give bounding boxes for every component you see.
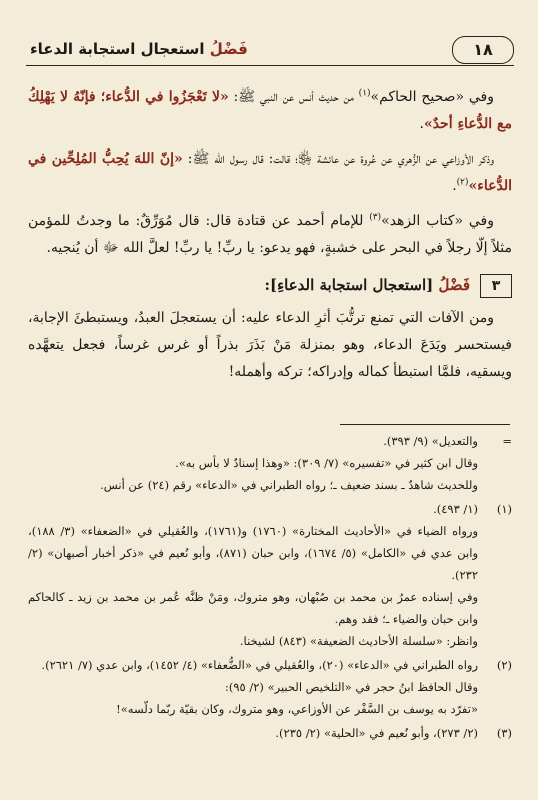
paragraph-2-text: وذكر الأوزاعي عن الزُّهري عن عُروة عن عائشة ﵂؛ قالت: قال رسول الله ﷺ: [182,151,494,167]
hadith-quote-2: «إنّ اللهَ يُحِبُّ المُلِحِّين في الدُّعاء» [28,151,512,194]
footnote-mark: (٣) [496,726,512,740]
footnote-3 [28,722,512,744]
running-title-text: استعجال استجابة الدعاء [30,40,205,58]
paragraph-1-intro: وفي «صحيح الحاكم» [370,89,494,105]
section-number: ٣ [480,274,512,298]
footnote-line: (١/ ٤٩٣). [433,502,478,516]
footnote-line: وانظر: «سلسلة الأحاديث الضعيفة» (٨٤٣) لشيخنا. [239,634,478,648]
paragraph-1-end: . [419,116,424,132]
footnote-line: (٢/ ٢٧٣)، وأبو نُعيم في «الحلية» (٢/ ٢٣٥). [275,726,478,740]
paragraph-3-text: للإمام أحمد عن قتادة قال: قال مُوَرِّقٌ: ما وجدتُ للمؤمن مثلاً إلّا رجلاً في البحر على خشبةٍ، فهو يدعو: يا ربِّ! يا ربِّ! لعلَّ الله ﷻ أن يُنجيه. [28,213,512,256]
footnote-continued [28,430,512,496]
footnote-1 [28,498,512,652]
footnote-line: وقال ابن كثير في «تفسيره» (٧/ ٣٠٩): «وهذا إسنادٌ لا بأس به». [175,456,478,470]
page-number: ١٨ [452,36,514,64]
footnote-separator [340,424,510,425]
footnote-line: «تفرّد به يوسف بن السَّفْر عن الأوزاعي، وهو متروك، وكان بقيّة ربّما دلّسه»! [116,702,478,716]
paragraph-3-intro: وفي «كتاب الزهد» [381,213,494,229]
page-header [26,36,514,66]
section-heading [28,272,512,299]
footnote-2 [28,654,512,720]
footnote-ref-3: (٣) [369,212,382,223]
footnote-mark: = [502,434,512,448]
main-text [28,84,512,394]
paragraph-1-text: من حديث أنس عن النبي ﷺ: [228,89,359,105]
footnote-mark: (٢) [496,658,512,672]
footnote-line: وللحديث شاهدٌ ـ بسند ضعيف ـ؛ رواه الطبراني في «الدعاء» رقم (٢٤) عن أنس. [100,478,478,492]
hadith-quote-1: «لا تَعْجَزُوا في الدُّعاء؛ فإنّهُ لا يَهْلِكُ مع الدُّعاءِ أحدٌ» [28,89,512,132]
paragraph-2 [28,146,512,200]
paragraph-1 [28,84,512,138]
footnote-line: والتعديل» (٩/ ٣٩٣). [383,434,478,448]
footnote-mark: (١) [496,502,512,516]
header-rule [26,65,514,66]
footnote-line: ورواه الضياء في «الأحاديث المختارة» (١٧٦٠) و(١٧٦١)، والعُقيلي في «الضعفاء» (٣/ ١٨٨)، وابن عدي في «الكامل» (٥/ ١٦٧٤)، وابن حبان (٨٧١)، وأبو نُعيم في «ذكر أخبار أصبهان» (٢/ ٢٣٢). [28,524,479,582]
paragraph-3 [28,208,512,262]
section-title [264,272,470,299]
footnote-line: وفي إسناده عمرُ بن محمد بن صُبْهان، وهو متروك، ومَنْ ظنَّه عُمر بن محمد بن زيد ـ كالحاكم وابن حبان والضياء ـ؛ فقد وهم. [28,590,478,626]
section-title-accent: فَضْلُ [438,276,470,294]
paragraph-2-end: . [452,178,457,194]
section-title-text: [استعجال استجابة الدعاءِ]: [264,276,434,294]
footnote-line: وقال الحافظ ابنُ حجر في «التلخيص الحبير» (٢/ ٩٥): [224,680,478,694]
footnote-ref-2: (٢) [456,177,469,188]
footnote-ref-1: (١) [358,88,371,99]
footnote-line: رواه الطبراني في «الدعاء» (٢٠)، والعُقيلي في «الضُّعفاء» (٤/ ١٤٥٢)، وابن عدي (٧/ ٢٦٢١). [41,658,478,672]
paragraph-4: ومن الآفات التي تمنع ترتُّبَ أثرِ الدعاء عليه: أن يستعجلَ العبدُ، ويستبطئَ الإجابة، فيستحسر ويَدَعَ الدعاء، وهو بمنزلة مَنْ بَذَرَ بذراً أو غرس غرساً، فجعل يتعهَّده ويسقيه، فلمَّا استبطأ كماله وإدراكه؛ تركه وأهمله! [28,310,512,380]
running-title [30,40,248,58]
footnotes [28,430,512,746]
running-title-accent: فَضْلُ [209,40,248,58]
